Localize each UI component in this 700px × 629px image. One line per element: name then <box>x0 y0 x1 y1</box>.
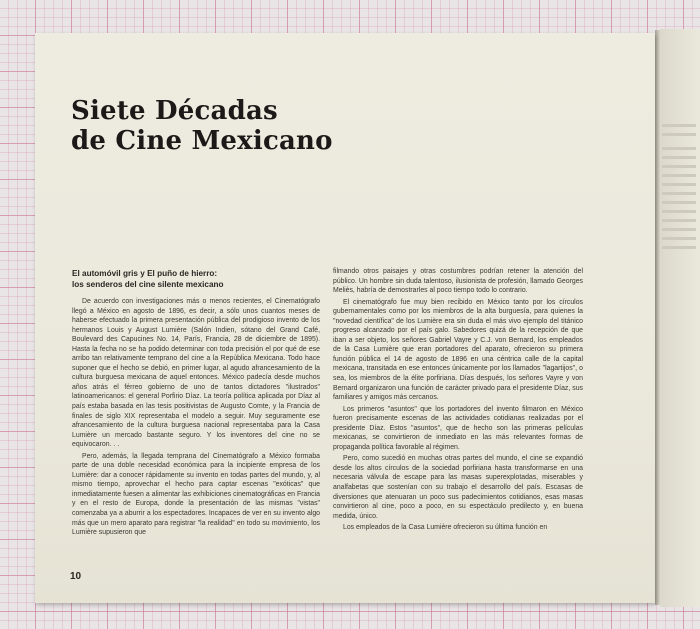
subheading-line: El automóvil gris y El puño de hierro: <box>72 269 218 278</box>
body-paragraph: De acuerdo con investigaciones más o menos recientes, el Cinematógrafo llegó a México en agosto de 1896, es decir, a sólo unos cuantos meses de haberse efectuado la primera presentación pública del prodigioso invento de los hermanos Louis y August Lumière (Salón Indien, sótano del Grand Café, Boulevard des Capucines No. 14, París, Francia, 28 de diciembre de 1895). Hasta la fecha no se ha podido determinar con toda precisión el por qué de ese arribo tan relativamente temprano del cine a la República Mexicana. Todo hace suponer que el hecho se debió, en primer lugar, al agudo afrancesamiento de la cultura burguesa mexicana de aquel entonces. México padecía desde muchos años atrás el férreo gobierno de uno de tantos dictadores "ilustrados" latinoamericanos: el general Porfirio Díaz. La teoría política aplicada por Díaz al país estaba basada en las tesis positivistas de Augusto Comte, y la Francia de finales de siglo XIX representaba el modelo a seguir. Muy seguramente ese afrancesamiento de la cultura burguesa nacional representaba para la Casa Lumière un mercado bastante seguro. Y los inventores del cine no se equivocaron. . . <box>72 298 320 449</box>
body-paragraph: Los empleados de la Casa Lumière ofrecieron su última función en <box>343 524 548 532</box>
show-through-line <box>662 183 696 186</box>
show-through-line <box>662 219 696 222</box>
body-paragraph: Pero, además, la llegada temprana del Cinematógrafo a México formaba parte de una doble necesidad económica para la incipiente empresa de los Lumière: dar a conocer rápidamente su invento en todas partes del mundo, y, al mismo tiempo, aprovechar el hecho para captar escenas "exóticas" que inmediatamente fuesen a alimentar las exhibiciones cinematográficas en Francia y en el resto de Europa, donde la presentación de las mismas "vistas" comenzaba ya a aburrir a los espectadores. Incapaces de ver en su invento algo más que un mero aparato para registrar "la realidad" en todo su movimiento, los Lumière supusieron que <box>72 452 320 537</box>
page-number: 10 <box>70 571 82 582</box>
article-title <box>71 96 333 156</box>
section-subheading <box>72 268 322 290</box>
body-paragraph: El cinematógrafo fue muy bien recibido en México tanto por los círculos gubernamentales como por los miembros de la alta burguesía, para quienes la "novedad científica" de los Lumière era sin duda el más vivo ejemplo del titánico progreso alcanzado por el país galo. Sabedores quizá de la recepción de que iban a ser objeto, los señores Gabriel Vayre y C.J. von Bernard, los empleados de la Casa Lumière que eran portadores del aparato, ofrecieron su primera función pública el 14 de agosto de 1896 en una céntrica calle de la capital mexicana, transitada en ese entonces únicamente por los llamados "lagartijos", o sea, los miembros de la élite porfiriana. Días después, los señores Vayre y von Bernard organizaron una función de carácter privado para el presidente Díaz, sus familiares y amigos más cercanos. <box>333 298 583 402</box>
show-through-line <box>662 237 696 240</box>
show-through-line <box>662 192 696 195</box>
book-gutter <box>655 30 660 605</box>
adjacent-page-edge <box>660 29 700 607</box>
show-through-line <box>662 124 696 127</box>
body-paragraph: filmando otros paisajes y otras costumbres podrían retener la atención del público. Un hombre sin duda talentoso, ilusionista de profesión, llamado Georges Meliès, habría de demostrarles al poco tiempo todo lo contrario. <box>333 268 583 295</box>
show-through-line <box>662 156 696 159</box>
left-text-column <box>72 297 320 540</box>
show-through-line <box>662 201 696 204</box>
show-through-line <box>662 246 696 249</box>
show-through-line <box>662 165 696 168</box>
show-through-line <box>662 147 696 150</box>
show-through-line <box>662 210 696 213</box>
body-paragraph: Los primeros "asuntos" que los portadores del invento filmaron en México fueron precisamente escenas de las actividades cotidianas realizadas por el presidente Díaz. Estos "asuntos", que de hecho son las primeras películas mexicanas, se convirtieron de inmediato en las más relevantes formas de propaganda política favorable al régimen. <box>333 405 583 451</box>
show-through-line <box>662 174 696 177</box>
show-through-line <box>662 228 696 231</box>
show-through-line <box>662 133 696 136</box>
title-line: de Cine Mexicano <box>71 126 333 156</box>
title-line: Siete Décadas <box>71 96 278 126</box>
body-paragraph: Pero, como sucedió en muchas otras partes del mundo, el cine se expandió desde los altos círculos de la sociedad porfiriana hasta transformarse en una necesaria válvula de escape para las masas superexplotadas, miserables y analfabetas que sostenían con su trabajo el desarrollo del país. Escasas de diversiones que atenuaran un poco sus padecimientos cotidianos, esas masas convirtieron al cine, poco a poco, en su espectáculo predilecto y, en buena medida, único. <box>333 455 583 520</box>
subheading-line: los senderos del cine silente mexicano <box>72 280 224 289</box>
right-text-column <box>333 267 583 535</box>
